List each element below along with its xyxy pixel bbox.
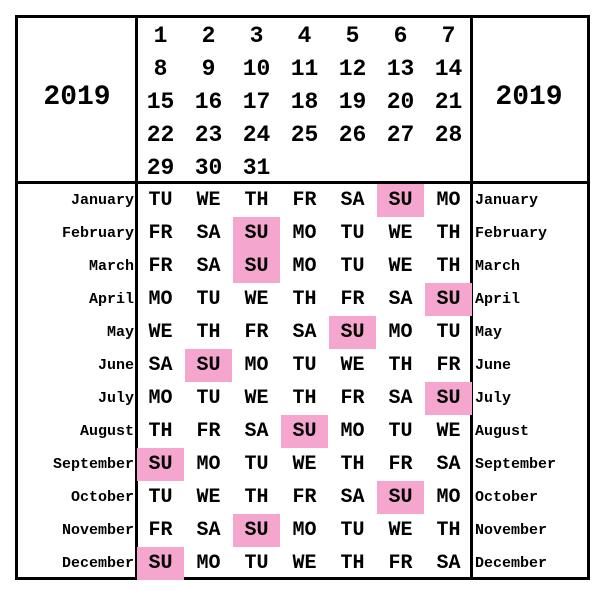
month-label-right: July [475,390,512,407]
weekday-cell: FR [148,255,173,278]
weekday-cell: SU [137,448,184,481]
weekday-cell: SA [340,486,365,509]
weekday-cell: WE [292,552,317,575]
month-label-left: April [88,291,134,308]
weekday-cell: MO [292,519,317,542]
date-number: 4 [297,23,312,49]
date-number: 7 [441,23,456,49]
weekday-cell: SA [196,255,221,278]
month-label-right: September [475,456,557,473]
date-number: 31 [242,155,271,181]
date-number: 10 [242,56,271,82]
weekday-cell: SU [377,481,424,514]
weekday-cell: MO [148,288,173,311]
weekday-cell: FR [244,321,269,344]
weekday-cell: TU [340,222,365,245]
weekday-cell: SA [196,519,221,542]
weekday-cell: SA [148,354,173,377]
weekday-cell: TH [292,387,317,410]
date-number: 25 [290,122,319,148]
date-number: 29 [146,155,175,181]
weekday-cell: WE [148,321,173,344]
weekday-cell: MO [244,354,269,377]
weekday-cell: TH [340,453,365,476]
weekday-cell: SU [329,316,376,349]
weekday-cell: TU [196,387,221,410]
date-number: 15 [146,89,175,115]
month-label-right: April [475,291,521,308]
weekday-cell: TH [436,222,461,245]
weekday-cell: TH [292,288,317,311]
weekday-cell: MO [340,420,365,443]
weekday-cell: SU [425,382,472,415]
date-number: 17 [242,89,271,115]
month-label-left: March [88,258,134,275]
weekday-cell: TU [340,519,365,542]
date-number: 28 [434,122,463,148]
weekday-cell: SA [196,222,221,245]
weekday-cell: TU [148,486,173,509]
year-label-left: 2019 [43,82,111,113]
date-number: 19 [338,89,367,115]
weekday-cell: SU [185,349,232,382]
date-number: 20 [386,89,415,115]
weekday-cell: SA [340,189,365,212]
weekday-cell: MO [292,222,317,245]
month-label-left: December [61,555,134,572]
weekday-cell: SU [281,415,328,448]
weekday-cell: FR [388,552,413,575]
date-number: 18 [290,89,319,115]
date-number: 24 [242,122,271,148]
weekday-cell: WE [244,387,269,410]
weekday-cell: SA [388,387,413,410]
month-label-right: March [475,258,521,275]
weekday-cell: WE [244,288,269,311]
month-label-right: June [475,357,512,374]
weekday-cell: SU [233,514,280,547]
weekday-cell: MO [196,453,221,476]
weekday-cell: SA [388,288,413,311]
date-number: 16 [194,89,223,115]
date-number: 9 [201,56,216,82]
date-number: 13 [386,56,415,82]
weekday-cell: MO [292,255,317,278]
weekday-cell: MO [436,189,461,212]
weekday-cell: TU [196,288,221,311]
weekday-cell: TH [196,321,221,344]
weekday-cell: TU [292,354,317,377]
month-label-left: February [61,225,134,242]
weekday-cell: SU [233,217,280,250]
year-label-right: 2019 [495,82,563,113]
weekday-cell: MO [196,552,221,575]
weekday-cell: TH [436,519,461,542]
weekday-cell: WE [388,222,413,245]
weekday-cell: SA [436,453,461,476]
weekday-cell: TU [340,255,365,278]
date-number: 2 [201,23,216,49]
month-label-left: September [52,456,134,473]
date-number: 12 [338,56,367,82]
weekday-cell: WE [388,519,413,542]
month-label-left: July [97,390,134,407]
weekday-cell: FR [436,354,461,377]
weekday-cell: MO [388,321,413,344]
date-number: 27 [386,122,415,148]
weekday-cell: TH [340,552,365,575]
weekday-cell: WE [292,453,317,476]
weekday-cell: MO [436,486,461,509]
weekday-cell: WE [196,189,221,212]
weekday-cell: SA [244,420,269,443]
weekday-cell: WE [436,420,461,443]
date-number: 6 [393,23,408,49]
weekday-cell: FR [388,453,413,476]
month-label-left: October [70,489,134,506]
month-label-right: October [475,489,539,506]
date-number: 21 [434,89,463,115]
month-label-right: August [475,423,530,440]
weekday-cell: SU [425,283,472,316]
weekday-cell: WE [388,255,413,278]
weekday-cell: TH [388,354,413,377]
weekday-cell: TH [244,189,269,212]
date-number: 5 [345,23,360,49]
date-number: 1 [153,23,168,49]
weekday-cell: WE [340,354,365,377]
month-label-right: December [475,555,548,572]
month-label-left: August [79,423,134,440]
weekday-cell: TU [388,420,413,443]
month-label-left: January [70,192,134,209]
date-number: 14 [434,56,463,82]
weekday-cell: FR [148,222,173,245]
month-label-right: January [475,192,539,209]
weekday-cell: SU [137,547,184,580]
date-number: 26 [338,122,367,148]
month-label-left: June [97,357,134,374]
month-label-right: November [475,522,548,539]
date-number: 11 [290,56,319,82]
weekday-cell: MO [148,387,173,410]
date-number: 8 [153,56,168,82]
weekday-cell: FR [340,387,365,410]
weekday-cell: WE [196,486,221,509]
weekday-cell: SU [233,250,280,283]
date-number: 23 [194,122,223,148]
weekday-cell: FR [292,486,317,509]
weekday-cell: TH [436,255,461,278]
weekday-cell: SA [436,552,461,575]
weekday-cell: FR [292,189,317,212]
perpetual-calendar [15,15,590,580]
weekday-cell: SU [377,184,424,217]
date-number: 3 [249,23,264,49]
weekday-cell: SA [292,321,317,344]
month-label-right: May [475,324,503,341]
month-label-right: February [475,225,548,242]
weekday-cell: FR [196,420,221,443]
weekday-cell: TU [436,321,461,344]
weekday-cell: TU [244,453,269,476]
date-number: 30 [194,155,223,181]
weekday-cell: TU [244,552,269,575]
month-label-left: May [106,324,134,341]
weekday-cell: TH [244,486,269,509]
weekday-cell: FR [340,288,365,311]
date-number: 22 [146,122,175,148]
month-label-left: November [61,522,134,539]
weekday-cell: FR [148,519,173,542]
weekday-cell: TU [148,189,173,212]
weekday-cell: TH [148,420,173,443]
